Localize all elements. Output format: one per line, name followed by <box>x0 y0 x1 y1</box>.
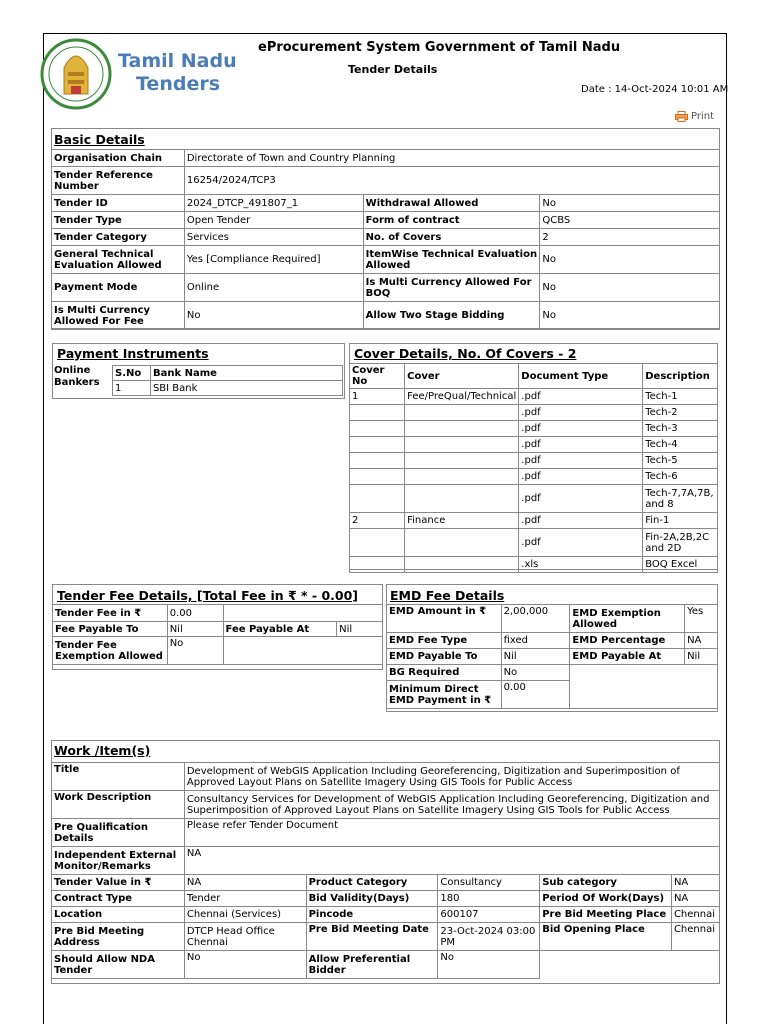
doc-desc: Fin-1 <box>643 513 718 529</box>
cover-name <box>405 421 519 437</box>
work-title-value: Development of WebGIS Application Including Georeferencing, Digitization and Superimposition of Approved Layout Plans on Satellite Imagery Using GIS Tools for Public Access <box>184 763 719 791</box>
prebid-address-value: DTCP Head Office Chennai <box>184 923 306 951</box>
basic-details-title: Basic Details <box>54 132 145 147</box>
tender-ref-label: Tender Reference Number <box>52 167 185 195</box>
bg-required-label: BG Required <box>387 665 502 681</box>
doc-desc: Tech-2 <box>643 405 718 421</box>
no-covers-value: 2 <box>540 229 720 246</box>
doc-desc: Tech-7,7A,7B, and 8 <box>643 485 718 513</box>
table-row <box>350 453 718 469</box>
table-row <box>350 469 718 485</box>
prebid-date-label: Pre Bid Meeting Date <box>306 923 438 951</box>
contract-type-value: Tender <box>184 891 306 907</box>
emd-percentage-value: NA <box>685 633 718 649</box>
table-row <box>350 513 718 529</box>
location-value: Chennai (Services) <box>184 907 306 923</box>
mc-fee-value: No <box>184 302 363 330</box>
min-direct-emd-label: Minimum Direct EMD Payment in ₹ <box>387 681 502 709</box>
doc-desc: Tech-6 <box>643 469 718 485</box>
tender-value-label: Tender Value in ₹ <box>52 875 185 891</box>
payment-mode-label: Payment Mode <box>52 274 185 302</box>
emd-payable-at-value: Nil <box>685 649 718 665</box>
doc-type: .pdf <box>519 405 643 421</box>
online-bankers-label: Online Bankers <box>54 365 100 388</box>
tender-value-value: NA <box>184 875 306 891</box>
print-link[interactable] <box>675 111 714 122</box>
tender-type-value: Open Tender <box>184 212 363 229</box>
work-items-title: Work /Item(s) <box>54 743 151 758</box>
table-row <box>350 557 718 573</box>
cover-no <box>350 557 405 573</box>
doc-desc: Fin-2A,2B,2C and 2D <box>643 529 718 557</box>
col-sno: S.No <box>113 366 151 381</box>
emd-fee-title: EMD Fee Details <box>390 588 505 603</box>
payment-mode-value: Online <box>184 274 363 302</box>
ite-label: ItemWise Technical Evaluation Allowed <box>363 246 540 274</box>
doc-desc: Tech-5 <box>643 453 718 469</box>
tender-fee-label: Tender Fee in ₹ <box>53 605 168 622</box>
table-row <box>350 529 718 557</box>
cover-name <box>405 557 519 573</box>
doc-type: .pdf <box>519 513 643 529</box>
bid-validity-value: 180 <box>438 891 540 907</box>
org-chain-value: Directorate of Town and Country Planning <box>184 150 719 167</box>
logo-text-line2: Tenders <box>136 73 221 95</box>
doc-type: .pdf <box>519 453 643 469</box>
doc-type: .pdf <box>519 389 643 405</box>
table-row <box>350 437 718 453</box>
nda-label: Should Allow NDA Tender <box>52 951 185 979</box>
col-description: Description <box>643 364 718 389</box>
col-bank-name: Bank Name <box>150 366 342 381</box>
tender-id-value: 2024_DTCP_491807_1 <box>184 195 363 212</box>
two-stage-label: Allow Two Stage Bidding <box>363 302 540 330</box>
fee-payable-to-label: Fee Payable To <box>53 622 168 637</box>
cover-no <box>350 421 405 437</box>
bankers-table <box>112 365 343 396</box>
pincode-value: 600107 <box>438 907 540 923</box>
cover-name <box>405 469 519 485</box>
work-desc-label: Work Description <box>52 791 185 819</box>
tender-ref-value: 16254/2024/TCP3 <box>184 167 719 195</box>
prebid-place-value: Chennai <box>671 907 719 923</box>
report-date: Date : 14-Oct-2024 10:01 AM <box>581 84 729 95</box>
emd-exemption-value: Yes <box>685 605 718 633</box>
fee-payable-at-value: Nil <box>337 622 383 637</box>
doc-desc: Tech-4 <box>643 437 718 453</box>
fee-exemption-label: Tender Fee Exemption Allowed <box>53 637 168 665</box>
payment-instruments-title: Payment Instruments <box>57 346 209 361</box>
cover-name <box>405 405 519 421</box>
fee-exemption-value: No <box>167 637 223 665</box>
prebid-address-label: Pre Bid Meeting Address <box>52 923 185 951</box>
gte-value: Yes [Compliance Required] <box>184 246 363 274</box>
pincode-label: Pincode <box>306 907 438 923</box>
gte-label: General Technical Evaluation Allowed <box>52 246 185 274</box>
no-covers-label: No. of Covers <box>363 229 540 246</box>
monitor-label: Independent External Monitor/Remarks <box>52 847 185 875</box>
doc-type: .pdf <box>519 437 643 453</box>
tender-category-value: Services <box>184 229 363 246</box>
bid-opening-place-label: Bid Opening Place <box>540 923 672 951</box>
two-stage-value: No <box>540 302 720 330</box>
monitor-value: NA <box>184 847 719 875</box>
cover-no <box>350 469 405 485</box>
page-title: Tender Details <box>348 63 438 76</box>
mc-fee-label: Is Multi Currency Allowed For Fee <box>52 302 185 330</box>
tn-emblem-logo <box>40 38 112 110</box>
emd-percentage-label: EMD Percentage <box>570 633 685 649</box>
table-row <box>350 405 718 421</box>
preferential-bidder-label: Allow Preferential Bidder <box>306 951 438 979</box>
cover-name <box>405 453 519 469</box>
bank-name: SBI Bank <box>150 381 342 396</box>
cover-name <box>405 485 519 513</box>
cover-details-title: Cover Details, No. Of Covers - 2 <box>354 346 577 361</box>
table-row <box>350 485 718 513</box>
bg-required-value: No <box>501 665 570 681</box>
withdrawal-label: Withdrawal Allowed <box>363 195 540 212</box>
doc-type: .pdf <box>519 421 643 437</box>
emd-exemption-label: EMD Exemption Allowed <box>570 605 685 633</box>
cover-no <box>350 529 405 557</box>
doc-type: .xls <box>519 557 643 573</box>
tender-fee-title: Tender Fee Details, [Total Fee in ₹ * - 0.00] <box>57 588 359 603</box>
cover-no <box>350 453 405 469</box>
cover-name <box>405 529 519 557</box>
emd-payable-at-label: EMD Payable At <box>570 649 685 665</box>
table-row <box>350 421 718 437</box>
bid-validity-label: Bid Validity(Days) <box>306 891 438 907</box>
prebid-place-label: Pre Bid Meeting Place <box>540 907 672 923</box>
col-cover: Cover <box>405 364 519 389</box>
emd-amount-label: EMD Amount in ₹ <box>387 605 502 633</box>
work-title-label: Title <box>52 763 185 791</box>
sub-category-value: NA <box>671 875 719 891</box>
location-label: Location <box>52 907 185 923</box>
fee-payable-to-value: Nil <box>167 622 223 637</box>
preferential-bidder-value: No <box>438 951 540 979</box>
contract-type-label: Contract Type <box>52 891 185 907</box>
emd-payable-to-value: Nil <box>501 649 570 665</box>
cover-no <box>350 485 405 513</box>
mc-boq-value: No <box>540 274 720 302</box>
form-contract-value: QCBS <box>540 212 720 229</box>
emd-amount-value: 2,00,000 <box>501 605 570 633</box>
cover-details-table <box>349 363 718 573</box>
bid-opening-place-value: Chennai <box>671 923 719 951</box>
work-desc-value: Consultancy Services for Development of WebGIS Application Including Georeferencing, Digitization and Superimposition of Approved Layout Plans on Satellite Imagery Using GIS Tools for Public Access <box>184 791 719 819</box>
product-category-value: Consultancy <box>438 875 540 891</box>
cover-name: Finance <box>405 513 519 529</box>
emd-fee-type-value: fixed <box>501 633 570 649</box>
tender-category-label: Tender Category <box>52 229 185 246</box>
doc-desc: Tech-3 <box>643 421 718 437</box>
site-title: eProcurement System Government of Tamil Nadu <box>258 40 621 55</box>
bank-sno: 1 <box>113 381 151 396</box>
tender-fee-table <box>52 604 383 665</box>
min-direct-emd-value: 0.00 <box>501 681 570 709</box>
prequal-value: Please refer Tender Document <box>184 819 719 847</box>
empty-cell <box>223 637 382 665</box>
cover-no: 2 <box>350 513 405 529</box>
ite-value: No <box>540 246 720 274</box>
table-row <box>113 381 343 396</box>
org-chain-label: Organisation Chain <box>52 150 185 167</box>
prebid-date-value: 23-Oct-2024 03:00 PM <box>438 923 540 951</box>
doc-type: .pdf <box>519 485 643 513</box>
empty-cell <box>540 951 720 979</box>
cover-name <box>405 437 519 453</box>
fee-payable-at-label: Fee Payable At <box>223 622 337 637</box>
emd-payable-to-label: EMD Payable To <box>387 649 502 665</box>
doc-type: .pdf <box>519 529 643 557</box>
col-cover-no: Cover No <box>350 364 405 389</box>
basic-details-table <box>51 149 720 330</box>
col-doc-type: Document Type <box>519 364 643 389</box>
cover-no <box>350 405 405 421</box>
work-items-table <box>51 762 720 979</box>
form-contract-label: Form of contract <box>363 212 540 229</box>
withdrawal-value: No <box>540 195 720 212</box>
print-icon <box>675 111 688 122</box>
doc-type: .pdf <box>519 469 643 485</box>
tender-id-label: Tender ID <box>52 195 185 212</box>
prequal-label: Pre Qualification Details <box>52 819 185 847</box>
empty-cell <box>570 665 718 709</box>
doc-desc: Tech-1 <box>643 389 718 405</box>
print-label: Print <box>691 111 715 122</box>
sub-category-label: Sub category <box>540 875 672 891</box>
logo-text-line1: Tamil Nadu <box>118 50 237 72</box>
mc-boq-label: Is Multi Currency Allowed For BOQ <box>363 274 540 302</box>
emd-fee-table <box>386 604 718 709</box>
emd-fee-type-label: EMD Fee Type <box>387 633 502 649</box>
period-work-label: Period Of Work(Days) <box>540 891 672 907</box>
doc-desc: BOQ Excel <box>643 557 718 573</box>
tender-fee-value: 0.00 <box>167 605 223 622</box>
empty-cell <box>223 605 382 622</box>
table-row <box>350 389 718 405</box>
cover-name: Fee/PreQual/Technical <box>405 389 519 405</box>
product-category-label: Product Category <box>306 875 438 891</box>
period-work-value: NA <box>671 891 719 907</box>
cover-no <box>350 437 405 453</box>
tender-type-label: Tender Type <box>52 212 185 229</box>
nda-value: No <box>184 951 306 979</box>
cover-no: 1 <box>350 389 405 405</box>
